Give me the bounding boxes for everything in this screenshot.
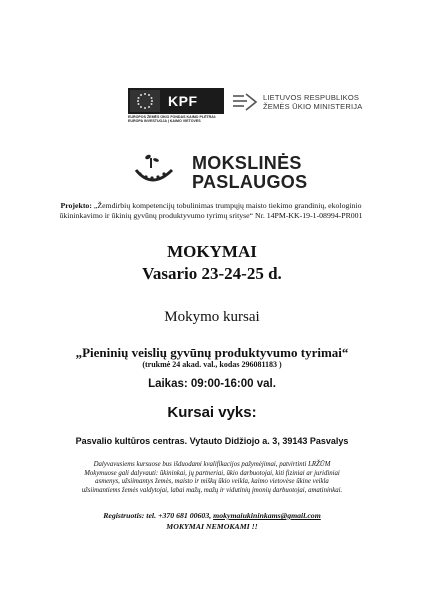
heading-mokymai: MOKYMAI: [167, 242, 257, 261]
brand-sprout-icon: [132, 152, 178, 192]
course-subtitle: (trukmė 24 akad. val., kodas 296081183 ): [142, 360, 282, 369]
kpf-logo-text: KPF: [168, 93, 198, 109]
eu-caption-line2: EUROPA INVESTUOJA Į KAIMO VIETOVES: [128, 119, 201, 124]
eu-caption-line1: EUROPOS ŽEMĖS ŪKIO FONDAS KAIMO PLĖTRAI:: [128, 115, 217, 119]
registration-email-link[interactable]: mokymaiukininkams@gmail.com: [213, 511, 321, 520]
eu-caption: [128, 115, 228, 124]
course-title: „Pieninių veislių gyvūnų produktyvumo tyrimai“: [75, 345, 349, 360]
notes-line2: Mokymuose gali dalyvauti: ūkininkai, jų partneriai, ūkio darbuotojai, kiti fiziniai ar juridiniai: [84, 469, 340, 477]
project-text-line2: ūkininkavimo ir ūkinių gyvūnų produktyvumo tyrimų srityse“ Nr. 14PM-KK-19-1-08994-PR001: [59, 211, 363, 220]
venue-heading: Kursai vyks:: [167, 404, 257, 421]
notes-line4: užsiimantiems žemės valdytojai, labai mažų, mažų ir vidutinių įmonių darbuotojai, amatininkai.: [81, 487, 343, 495]
ministry-line1: LIETUVOS RESPUBLIKOS: [263, 93, 360, 102]
registration-prefix: Registruotis: tel. +370 681 00603,: [103, 511, 214, 520]
ministry-text: [263, 93, 362, 111]
eu-flag-icon: [130, 90, 160, 112]
brand-line1: MOKSLINĖS: [192, 153, 302, 173]
notes-block: [0, 461, 424, 496]
project-description: [28, 201, 394, 221]
registration-line: [0, 511, 424, 520]
ministry-wheat-icon: [230, 92, 260, 112]
ministry-line2: ŽEMĖS ŪKIO MINISTERIJA: [263, 102, 363, 111]
heading-date: Vasario 23-24-25 d.: [142, 264, 282, 283]
project-text-line1: „Žemdirbių kompetencijų tobulinimas trumpųjų maisto tiekimo grandinių, ekologinio: [91, 201, 362, 210]
eu-logo-block: [128, 88, 224, 114]
course-time: Laikas: 09:00-16:00 val.: [148, 378, 276, 390]
project-label: Projekto:: [60, 201, 92, 210]
course-type: Mokymo kursai: [164, 309, 260, 325]
notes-line1: Dalyvavusiems kursuose bus išduodami kvalifikacijos pažymėjimai, patvirtinti LRŽŪM: [93, 461, 331, 468]
free-notice: MOKYMAI NEMOKAMI !!: [166, 522, 258, 531]
venue-address: Pasvalio kultūros centras. Vytauto Didžiojo a. 3, 39143 Pasvalys: [75, 436, 349, 446]
brand-line2: PASLAUGOS: [192, 172, 308, 192]
notes-line3: asmenys, užsiimantys žemės, maisto ir miškų ūkio veikla, kaimo vietovėse ūkine veikla: [95, 478, 329, 486]
